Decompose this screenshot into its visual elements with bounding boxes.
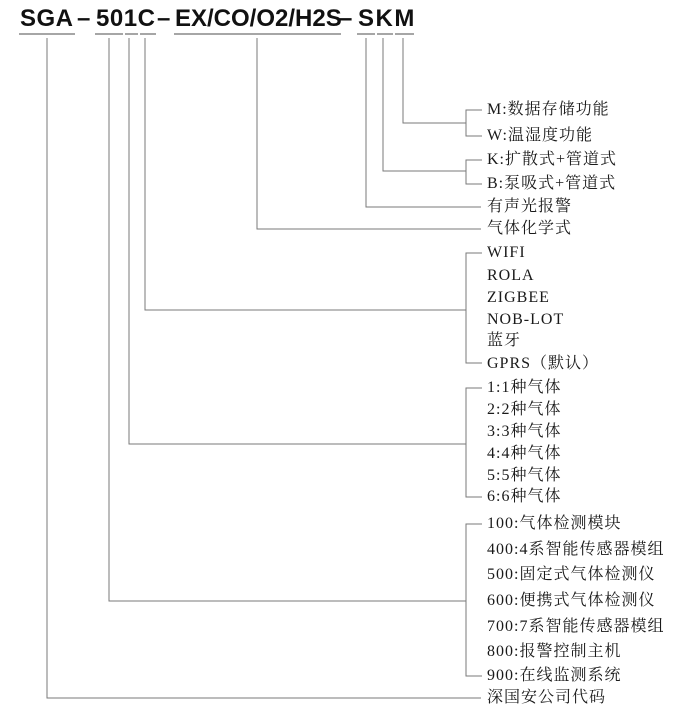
label-gas-count-option: 6:6种气体	[487, 488, 562, 505]
label-gas-chemical: 气体化学式	[487, 220, 573, 237]
label-series-option: 400:4系智能传感器模组	[487, 541, 665, 558]
label-gas-count-option: 5:5种气体	[487, 467, 562, 484]
model-segment-suffix-k: K	[375, 5, 395, 32]
model-segment-gas-count: 1	[123, 5, 138, 32]
label-series-option: 700:7系智能传感器模组	[487, 618, 665, 635]
model-segment-comm: C	[137, 5, 156, 32]
label-comm-option: ZIGBEE	[487, 289, 550, 306]
label-gas-count-option: 4:4种气体	[487, 445, 562, 462]
label-comm-option: GPRS（默认）	[487, 355, 600, 372]
label-comm-option: WIFI	[487, 244, 526, 261]
model-separator-1: –	[77, 5, 91, 32]
model-segment-series: 50	[96, 5, 124, 32]
model-segment-suffix-m: M	[394, 5, 416, 32]
label-gas-count-option: 2:2种气体	[487, 401, 562, 418]
model-segment-company-code: SGA	[20, 5, 74, 32]
model-segment-suffix	[358, 5, 416, 33]
label-series-option: 500:固定式气体检测仪	[487, 566, 656, 583]
label-data-storage: M:数据存储功能	[487, 101, 610, 118]
label-sound-light-alarm: 有声光报警	[487, 198, 573, 215]
label-pump-pipeline: B:泵吸式+管道式	[487, 175, 617, 192]
label-comm-option: NOB-LOT	[487, 311, 565, 328]
label-gas-count-option: 1:1种气体	[487, 379, 562, 396]
label-series-option: 100:气体检测模块	[487, 515, 622, 532]
model-segment-gas-formulas: EX/CO/O2/H2S	[175, 5, 342, 32]
group-brackets	[466, 110, 482, 676]
label-diffusion-pipeline: K:扩散式+管道式	[487, 151, 618, 168]
label-series-option: 800:报警控制主机	[487, 643, 622, 660]
drop-lines	[47, 38, 481, 698]
model-segment-suffix-s: S	[358, 5, 376, 32]
model-separator-2: –	[157, 5, 171, 32]
model-separator-3: –	[339, 5, 353, 32]
model-segment-number	[96, 5, 155, 33]
label-gas-count-option: 3:3种气体	[487, 423, 562, 440]
label-series-option: 600:便携式气体检测仪	[487, 592, 656, 609]
label-series-option: 900:在线监测系统	[487, 667, 622, 684]
label-comm-option: 蓝牙	[487, 332, 522, 349]
label-temp-humidity: W:温湿度功能	[487, 127, 593, 144]
label-comm-option: ROLA	[487, 267, 535, 284]
label-company-code: 深国安公司代码	[487, 689, 607, 706]
